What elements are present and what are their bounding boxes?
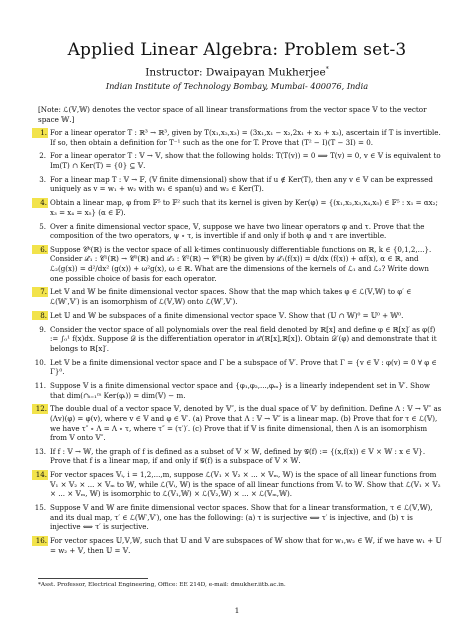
page-number: 1 xyxy=(234,606,240,615)
problem-number: 16. xyxy=(32,536,48,546)
problem-text: For a linear map T : 𝕍 → 𝔽, (𝕍 finite dimensional) show that if u ∉ Ker(T), then any v ∈ 𝕍 can be expressed uniquely as v = w₁ + w₂ with w₁ ∈ span(u) and w₂ ∈ Ker(T). xyxy=(50,174,433,194)
problem-text: Obtain a linear map, φ from 𝔽⁵ to 𝔽² such that its kernel is given by Ker(φ) = {(x₁,x₂,x₃,x₄,x₅) ∈ 𝔽⁵ : x₁ = αx₂; x₃ = x₄ = x₅} (α ∈ 𝔽). xyxy=(50,198,438,217)
problem-item xyxy=(28,325,442,354)
problem-text: Let 𝕍 and 𝕎 be finite dimensional vector spaces. Show that the map which takes φ ∈ ℒ(𝕍,𝕎) to φ′ ∈ ℒ(𝕎′,𝕍′) is an isomorphism of ℒ(𝕍,𝕎) onto ℒ(𝕎′,𝕍′). xyxy=(50,287,412,307)
problem-number: 13. xyxy=(34,446,46,456)
footnote: *Asst. Professor, Electrical Engineering, Office: EE 214D, e-mail: dmukher.iitb.ac.in. xyxy=(38,582,286,588)
problem-number: 3. xyxy=(39,174,46,184)
problem-number: 7. xyxy=(32,287,48,297)
problem-text: For a linear operator T : 𝕍 → 𝕍, show that the following holds: T(T(v)) = 0 ⟹ T(v) = 0, v ∈ 𝕍 is equivalent to Im(T) ∩ Ker(T) = {0} ⊆ 𝕍. xyxy=(50,151,441,170)
problem-text: Over a finite dimensional vector space, 𝕍, suppose we have two linear operators φ and τ. Prove that the composition of the two operators, ψ ∘ τ, is invertible if and only if both φ and τ are invertible. xyxy=(50,221,425,241)
problem-text: Suppose 𝕍 is a finite dimensional vector space and {φ₁,φ₂,...,φₘ} is a linearly independent set in 𝕍′. Show that dim(∩ᵢ₌₁ᵐ Ker(φᵢ)) = dim(𝕍) − m. xyxy=(50,380,430,400)
problem-text: Let 𝕍 be a finite dimensional vector space and Γ be a subspace of 𝕍′. Prove that Γ = {v ∈ 𝕍 : φ(v) = 0 ∀ φ ∈ Γ}⁰. xyxy=(50,357,437,377)
problem-item xyxy=(28,287,442,306)
instructor-line xyxy=(0,66,474,79)
problem-item xyxy=(28,404,442,442)
problem-number: 10. xyxy=(34,357,46,367)
note: [Note: ℒ(𝕍,𝕎) denotes the vector space of all linear transformations from the vector space 𝕍 to the vector space 𝕎.] xyxy=(38,105,427,124)
page-title: Applied Linear Algebra: Problem set-3 xyxy=(67,40,407,60)
problem-text: If f : 𝕍 → 𝕎, the graph of f is defined as a subset of 𝕍 × 𝕎, defined by 𝒢(f) := {(x,f(x)) ∈ 𝕍 × 𝕎 : x ∈ 𝕍}. Prove that f is a linear map, if and only if 𝒢(f) is a subspace of 𝕍 × 𝕎. xyxy=(50,446,426,466)
problem-text: Suppose 𝕍 and 𝕎 are finite dimensional vector spaces. Show that for a linear transformation, τ ∈ ℒ(𝕍,𝕎), and its dual map, τ′ ∈ ℒ(𝕎′,𝕍′), one has the following: (a) τ is surjective ⟺ τ′ is injective, and (b) τ is injective ⟺ τ′ is surjective. xyxy=(50,503,433,532)
problem-list xyxy=(28,128,442,560)
problem-number: 14. xyxy=(32,470,48,480)
problem-item xyxy=(28,358,442,377)
problem-text: The double dual of a vector space 𝕍, denoted by 𝕍″, is the dual space of 𝕍′ by definition. Define Λ : 𝕍 → 𝕍″ as (Λv)(φ) = φ(v), where v ∈ 𝕍 and φ ∈ 𝕍′. (a) Prove that Λ : 𝕍 → 𝕍″ is a linear map. (b) Prove that for τ ∈ ℒ(𝕍), we have τ″ ∘ Λ = Λ ∘ τ, where τ″ = (τ′)′. (c) Prove that if 𝕍 is finite dimensional, then Λ is an isomorphism from 𝕍 onto 𝕍″. xyxy=(50,404,442,443)
problem-number: 11. xyxy=(34,380,46,390)
problem-item xyxy=(28,381,442,400)
problem-number: 2. xyxy=(39,151,46,161)
problem-number: 15. xyxy=(34,503,46,513)
problem-text: For vector spaces 𝕌,𝕍,𝕎, such that 𝕌 and 𝕍 are subspaces of 𝕎 show that for w₁,w₂ ∈ 𝕎, if we have w₁ + 𝕌 = w₂ + 𝕍, then 𝕌 = 𝕍. xyxy=(50,536,442,555)
problem-item xyxy=(28,447,442,466)
problem-number: 1. xyxy=(32,128,48,138)
problem-item xyxy=(28,175,442,194)
problem-item xyxy=(28,311,442,321)
problem-number: 6. xyxy=(32,245,48,255)
problem-item xyxy=(28,245,442,283)
problem-number: 9. xyxy=(39,324,46,334)
footnote-divider xyxy=(38,578,148,579)
problem-number: 8. xyxy=(32,311,48,321)
problem-item xyxy=(28,151,442,170)
affiliation: Indian Institute of Technology Bombay, Mumbai- 400076, India xyxy=(105,81,369,91)
problem-text: Consider the vector space of all polynomials over the real field denoted by ℝ[x] and define φ ∈ ℝ[x]′ as φ(f) := ∫₀¹ f(x)dx. Suppose 𝒟 is the differentiation operator in ℒ(ℝ[x],ℝ[x]). Obtain 𝒟′(φ) and demonstrate that it belongs to ℝ[x]′. xyxy=(50,324,437,353)
problem-text: Suppose 𝒞ᵏ(ℝ) is the vector space of all k-times continuously differentiable functions on ℝ, k ∈ {0,1,2,...}. Consider ℒ₁ : 𝒞¹(ℝ) → 𝒞⁰(ℝ) and ℒ₂ : 𝒞²(ℝ) → 𝒞⁰(ℝ) be given by ℒ₁(f(x)) = d/dx (f(x)) + αf(x), α ∈ ℝ, and ℒ₂(g(x)) = d²/dx² (g(x)) + ω²g(x), ω ∈ ℝ. What are the dimensions of the kernels of ℒ₁ and ℒ₂? Write down one possible choice of basis for each operator. xyxy=(50,244,432,283)
problem-item xyxy=(28,198,442,217)
problem-item xyxy=(28,128,442,147)
problem-item xyxy=(28,470,442,499)
problem-item xyxy=(28,536,442,555)
instructor-name: Instructor: Dwaipayan Mukherjee xyxy=(145,66,326,79)
problem-text: For vector spaces 𝕍ᵢ, i = 1,2,...,m, suppose ℒ(𝕍₁ × 𝕍₂ × ... × 𝕍ₘ, 𝕎) is the space of all linear functions from 𝕍₁ × 𝕍₂ × ... × 𝕍ₘ to 𝕎, while ℒ(𝕍ᵢ, 𝕎) is the space of all linear functions from 𝕍ᵢ to 𝕎. Show that ℒ(𝕍₁ × 𝕍₂ × ... × 𝕍ₘ, 𝕎) is isomorphic to ℒ(𝕍₁,𝕎) × ℒ(𝕍₂,𝕎) × ... × ℒ(𝕍ₘ,𝕎). xyxy=(50,470,441,499)
problem-number: 12. xyxy=(32,404,48,414)
problem-text: For a linear operator T : ℝ³ → ℝ³, given by T(x₁,x₂,x₃) = (3x₁,x₁ − x₂,2x₁ + x₂ + x₃), ascertain if T is invertible. If so, then obtain a definition for T⁻¹ such as the one for T. Prove that (T² − I)(T − 3I) = 0. xyxy=(50,128,441,147)
problem-text: Let 𝕌 and 𝕎 be subspaces of a finite dimensional vector space 𝕍. Show that (𝕌 ∩ 𝕎)⁰ = 𝕌⁰ + 𝕎⁰. xyxy=(50,310,404,320)
problem-number: 5. xyxy=(39,221,46,231)
instructor-footnote-mark: * xyxy=(325,66,329,73)
problem-item xyxy=(28,503,442,532)
problem-item xyxy=(28,222,442,241)
problem-number: 4. xyxy=(32,198,48,208)
